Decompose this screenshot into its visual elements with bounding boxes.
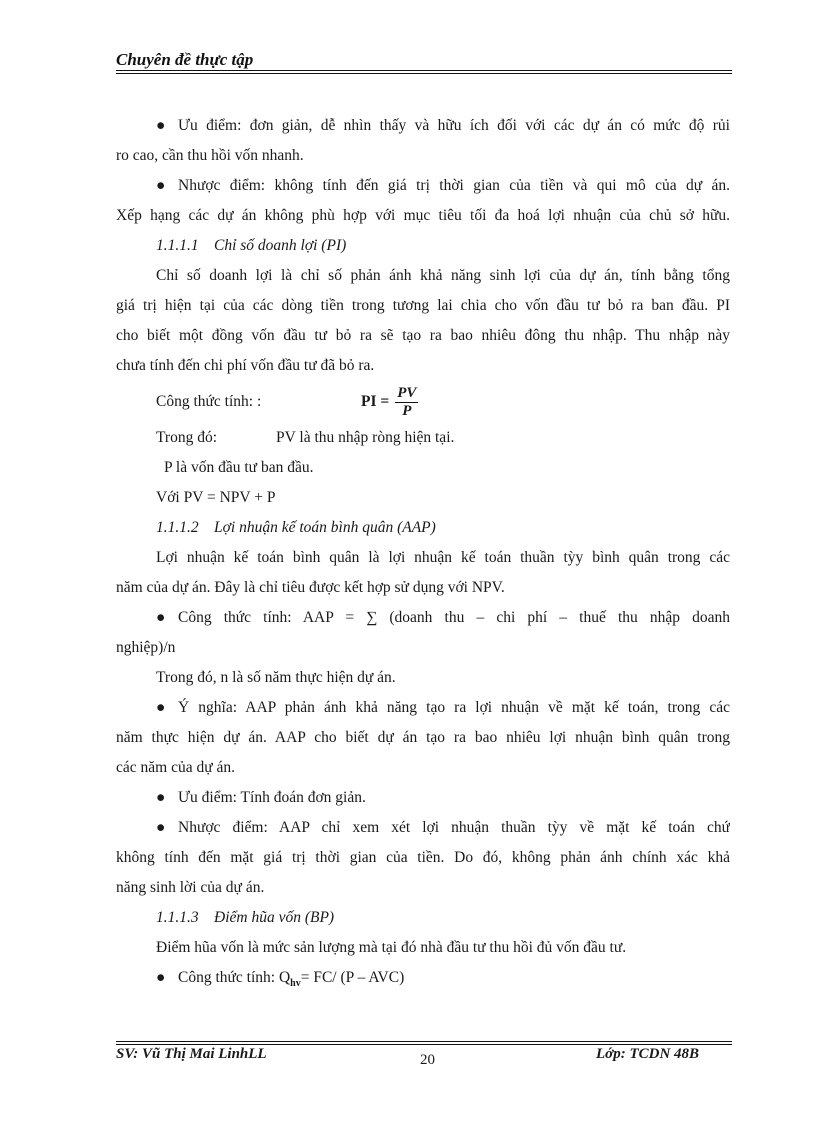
header-rule: [116, 70, 732, 71]
where-pv-line: Trong đó: PV là thu nhập ròng hiện tại.: [156, 429, 455, 446]
bullet-meaning-line-3: các năm của dự án.: [116, 759, 235, 776]
footer-rule: [116, 1044, 732, 1045]
page-number: 20: [420, 1052, 435, 1068]
bullet-aap-formula-line-2: nghiệp)/n: [116, 639, 176, 656]
paragraph-pi-line-1: Chỉ số doanh lợi là chỉ số phản ánh khả năng sinh lợi của dự án, tính bằng tổng: [156, 267, 730, 284]
header-rule-thin: [116, 73, 732, 74]
bullet-bp-formula: ● Công thức tính: $Q_{hv}= FC/$ (P – AVC): [116, 963, 730, 993]
bullet-icon: ●: [156, 789, 166, 806]
paragraph-bp: Điểm hũa vốn là mức sản lượng mà tại đó nhà đầu tư thu hồi đủ vốn đầu tư.: [156, 939, 627, 956]
bullet-aap-disadvantage-line-2: không tính đến mặt giá trị thời gian của tiền. Do đó, không phản ánh chính xác khả: [116, 849, 730, 866]
bullet-meaning-line-2: năm thực hiện dự án. AAP cho biết dự án tạo ra bao nhiêu lợi nhuận bình quân trong: [116, 729, 730, 746]
paragraph-pi-line-4: chưa tính đến chi phí vốn đầu tư đã bỏ ra.: [116, 357, 375, 374]
fraction-numerator: PV: [397, 384, 417, 401]
bullet-aap-formula-line-1: ● Công thức tính: AAP = ∑ (doanh thu – chi phí – thuế thu nhập doanh: [116, 603, 730, 633]
bullet-disadvantage-line-1: ● Nhược điểm: không tính đến giá trị thời gian của tiền và qui mô của dự án.: [116, 171, 730, 201]
bullet-disadvantage-line-2: Xếp hạng các dự án không phù hợp với mục tiêu tối đa hoá lợi nhuận của chủ sở hữu.: [116, 207, 730, 224]
paragraph-aap-line-2: năm của dự án. Đây là chỉ tiêu được kết hợp sử dụng với NPV.: [116, 579, 505, 596]
page-body: [116, 111, 730, 993]
with-pv-line: Với PV = NPV + P: [156, 489, 276, 506]
footer-class: Lớp: TCDN 48B: [596, 1046, 700, 1062]
bullet-icon: ●: [156, 177, 166, 194]
paragraph-aap-line-1: Lợi nhuận kế toán bình quân là lợi nhuận kế toán thuần tỳy bình quân trong các: [156, 549, 730, 566]
paragraph-pi-line-2: giá trị hiện tại của các dòng tiền trong tương lai chia cho vốn đầu tư bỏ ra ban đầu. PI: [116, 297, 730, 314]
bullet-icon: ●: [156, 819, 166, 836]
formula-label: Công thức tính: :: [156, 393, 262, 410]
bullet-aap-disadvantage-line-1: ● Nhược điểm: AAP chỉ xem xét lợi nhuận thuần tỳy về mặt kế toán chứ: [116, 813, 730, 843]
section-heading-pi: 1.1.1.1 Chỉ số doanh lợi (PI): [156, 237, 347, 254]
footer-rule-thin: [116, 1041, 732, 1042]
bullet-icon: ●: [156, 969, 166, 986]
footer-student: SV: Vũ Thị Mai LinhLL: [116, 1046, 267, 1062]
bullet-icon: ●: [156, 699, 166, 716]
where-p-line: P là vốn đầu tư ban đầu.: [164, 459, 314, 476]
paragraph-pi-line-3: cho biết một đồng vốn đầu tư bỏ ra sẽ tạo ra bao nhiêu đông thu nhập. Thu nhập này: [116, 327, 730, 344]
bullet-icon: ●: [156, 609, 166, 626]
section-heading-bp: 1.1.1.3 Điểm hũa vốn (BP): [156, 909, 335, 926]
bullet-aap-advantage: ● Ưu điểm: Tính đoán đơn giản.: [116, 783, 730, 813]
bullet-advantage-line-2: ro cao, cần thu hồi vốn nhanh.: [116, 147, 304, 164]
bullet-icon: ●: [156, 117, 166, 134]
pi-equation: PI = $\frac{PV}{P}$: [361, 384, 417, 419]
bullet-aap-disadvantage-line-3: năng sinh lời của dự án.: [116, 879, 265, 896]
fraction-denominator: P: [402, 402, 412, 419]
section-heading-aap: 1.1.1.2 Lợi nhuận kế toán bình quân (AAP): [156, 519, 436, 536]
paragraph-n-definition: Trong đó, n là số năm thực hiện dự án.: [156, 669, 396, 686]
header-title: Chuyên đề thực tập: [116, 50, 254, 69]
bullet-meaning-line-1: ● Ý nghĩa: AAP phản ánh khả năng tạo ra lợi nhuận về mặt kế toán, trong các: [116, 693, 730, 723]
bullet-advantage-line-1: ● Ưu điểm: đơn giản, dễ nhìn thấy và hữu ích đối với các dự án có mức độ rủi: [116, 111, 730, 141]
pi-formula: [116, 381, 730, 423]
